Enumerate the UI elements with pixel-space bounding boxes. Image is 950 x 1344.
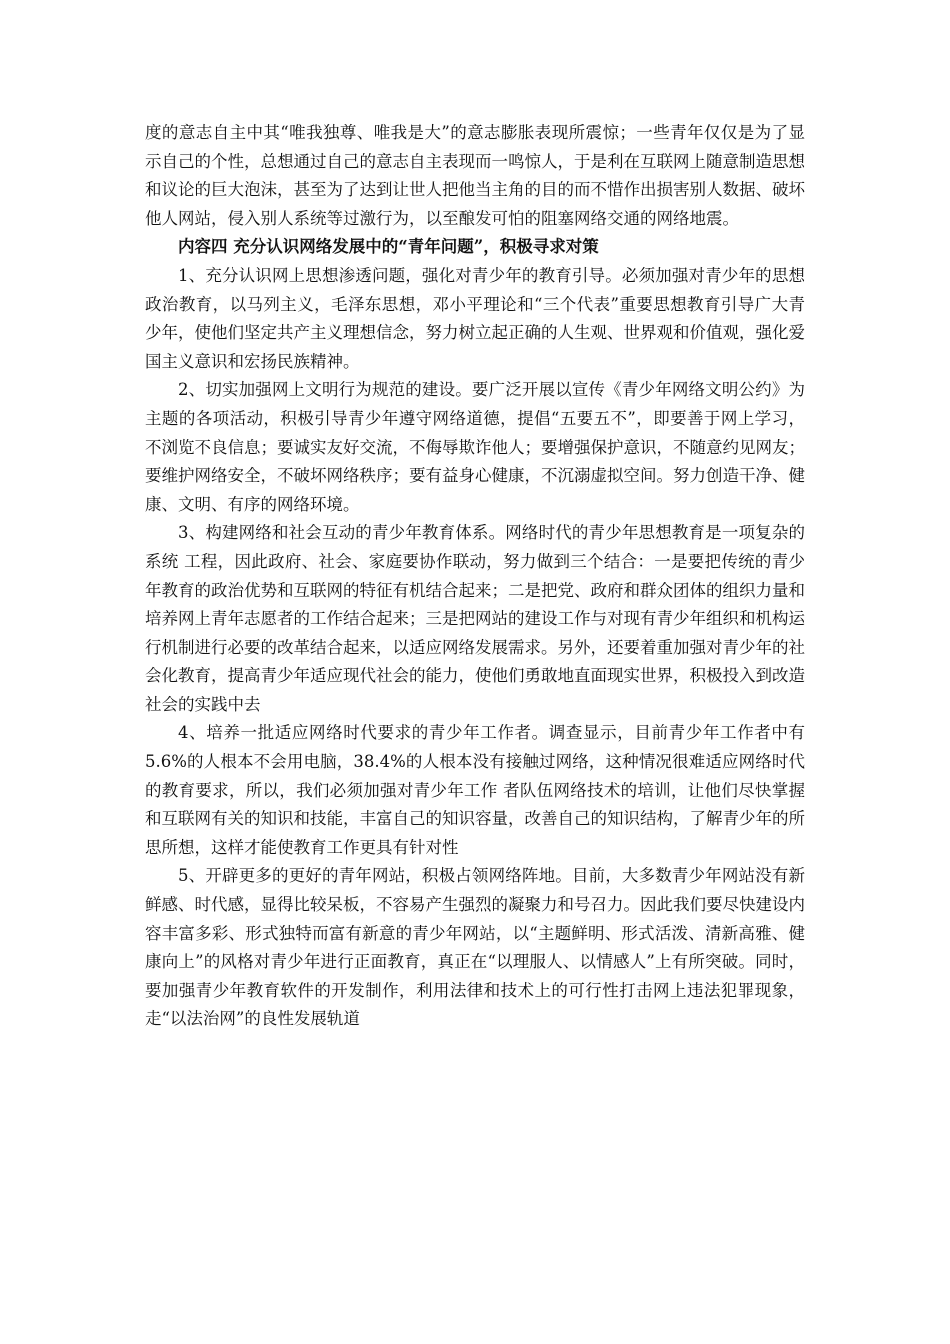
paragraph-5: 5、开辟更多的更好的青年网站，积极占领网络阵地。目前，大多数青少年网站没有新鲜感、时代感，显得比较呆板，不容易产生强烈的凝聚力和号召力。因此我们要尽快建设内容丰富多彩、形式独特而富有新意的青少年网站，以“主题鲜明、形式活泼、清新高雅、健康向上”的风格对青少年进行正面教育，真正在“以理服人、以情感人”上有所突破。同时，要加强青少年教育软件的开发制作，利用法律和技术上的可行性打击网上违法犯罪现象，走“以法治网”的良性发展轨道 — [145, 866, 805, 1029]
paragraph-3: 3、构建网络和社会互动的青少年教育体系。网络时代的青少年思想教育是一项复杂的系统 工程，因此政府、社会、家庭要协作联动，努力做到三个结合：一是要把传统的青少年教育的政治优势和互联网的特征有机结合起来；二是把党、政府和群众团体的组织力量和培养网上青年志愿者的工作结合起来；三是把网站的建设工作与对现有青少年组织和机构运行机制进行必要的改革结合起来，以适应网络发展需求。另外，还要着重加强对青少年的社会化教育，提高青少年适应现代社会的能力，使他们勇敢地直面现实世界，积极投入到改造社会的实践中去 — [145, 523, 805, 714]
paragraph-4: 4、培养一批适应网络时代要求的青少年工作者。调查显示，目前青少年工作者中有 5.6%的人根本不会用电脑，38.4%的人根本没有接触过网络，这种情况很难适应网络时代的教育要求，所以，我们必须加强对青少年工作 者队伍网络技术的培训，让他们尽快掌握和互联网有关的知识和技能，丰富自己的知识容量，改善自己的知识结构，了解青少年的所思所想，这样才能使教育工作更具有针对性 — [145, 723, 805, 857]
paragraph-2: 2、切实加强网上文明行为规范的建设。要广泛开展以宣传《青少年网络文明公约》为主题的各项活动，积极引导青少年遵守网络道德，提倡“五要五不”，即要善于网上学习，不浏览不良信息；要诚实友好交流，不侮辱欺诈他人；要增强保护意识，不随意约见网友；要维护网络安全，不破坏网络秩序；要有益身心健康，不沉溺虚拟空间。努力创造干净、健康、文明、有序的网络环境。 — [145, 380, 805, 514]
paragraph-1: 1、充分认识网上思想渗透问题，强化对青少年的教育引导。必须加强对青少年的思想政治教育，以马列主义，毛泽东思想，邓小平理论和“三个代表”重要思想教育引导广大青少年，使他们坚定共产主义理想信念，努力树立起正确的人生观、世界观和价值观，强化爱国主义意识和宏扬民族精神。 — [145, 265, 805, 371]
paragraph-intro-continuation: 度的意志自主中其“唯我独尊、唯我是大”的意志膨胀表现所震惊；一些青年仅仅是为了显示自己的个性，总想通过自己的意志自主表现而一鸣惊人，于是利在互联网上随意制造思想和议论的巨大泡沫，甚至为了达到让世人把他当主角的目的而不惜作出损害别人数据、破坏他人网站，侵入别人系统等过激行为，以至酿发可怕的阻塞网络交通的网络地震。 — [145, 123, 805, 228]
document-page — [145, 119, 805, 1034]
section-heading: 内容四 充分认识网络发展中的“青年问题”，积极寻求对策 — [178, 237, 599, 257]
